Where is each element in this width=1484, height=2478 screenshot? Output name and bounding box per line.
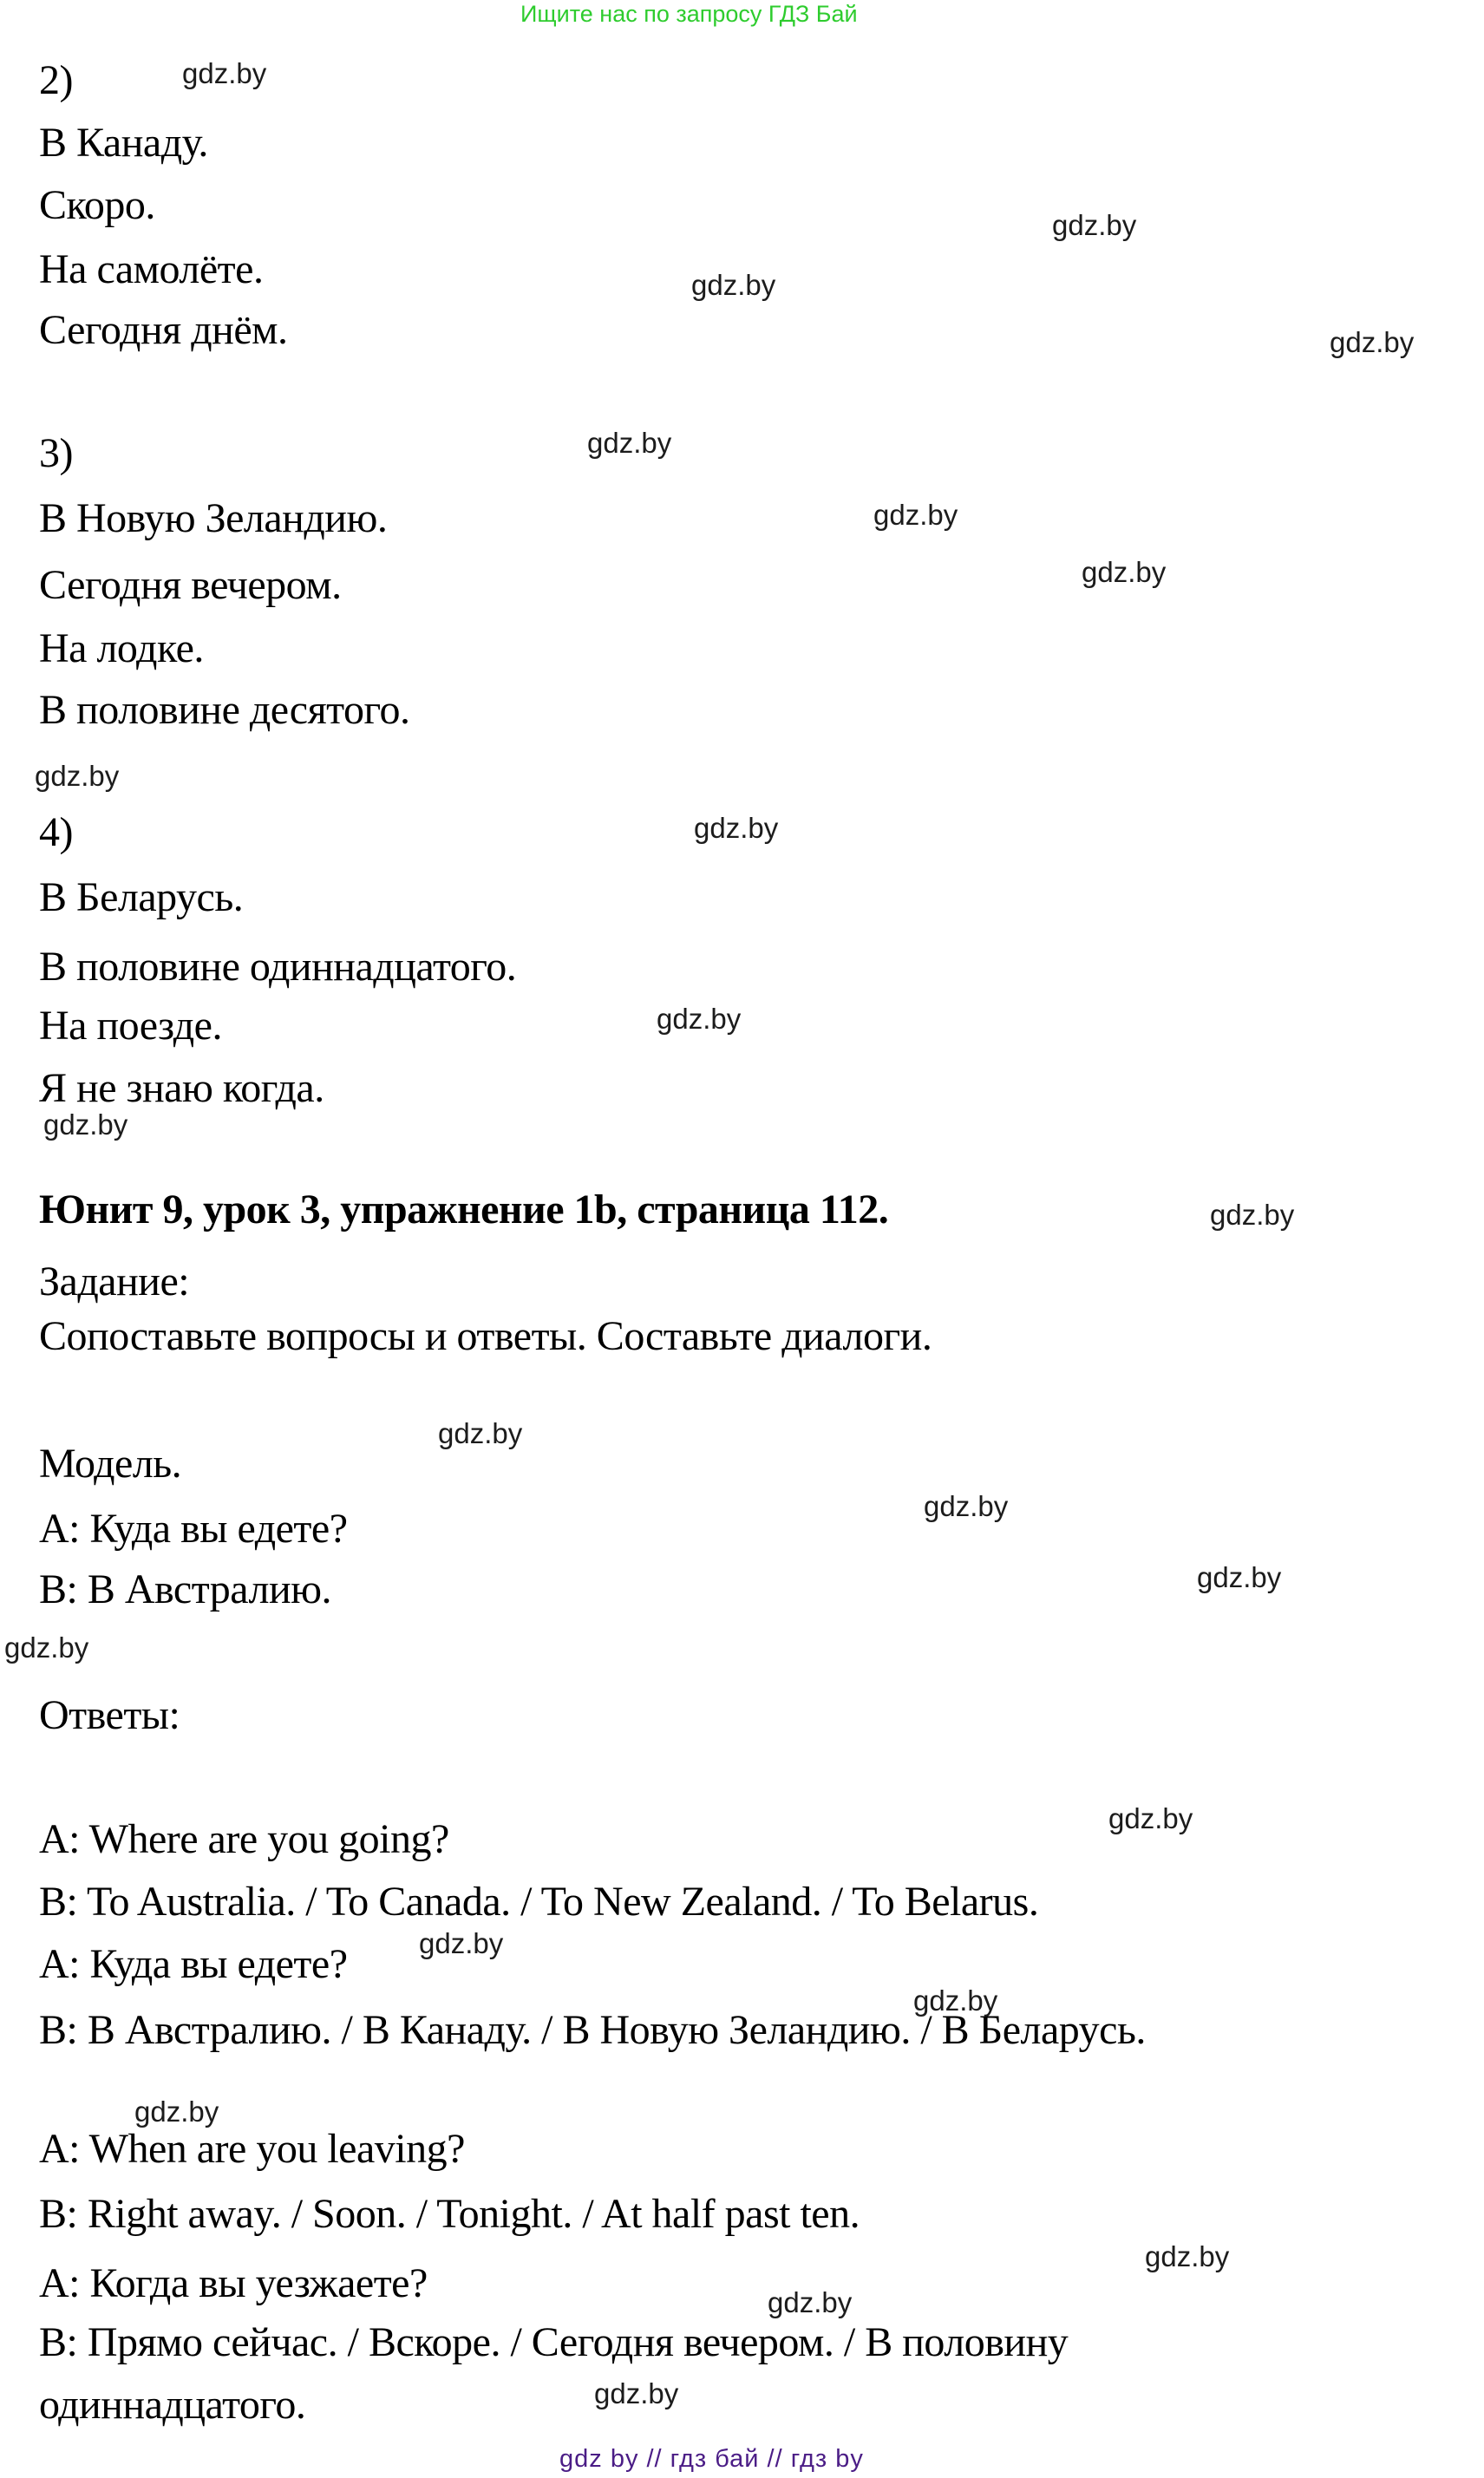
answer-line: Сегодня днём. <box>39 307 288 353</box>
answer-line: На самолёте. <box>39 246 264 292</box>
gdz-watermark: gdz.by <box>594 2377 679 2409</box>
gdz-watermark: gdz.by <box>134 2096 219 2128</box>
answer-line: Скоро. <box>39 182 155 228</box>
dialog-line: В: В Австралию. / В Канаду. / В Новую Зеландию. / В Беларусь. <box>39 2007 1146 2053</box>
task-label: Задание: <box>39 1259 190 1304</box>
gdz-watermark: gdz.by <box>691 269 776 301</box>
answer-line: Сегодня вечером. <box>39 562 342 608</box>
dialog-line: A: Where are you going? <box>39 1816 449 1862</box>
gdz-watermark: gdz.by <box>35 760 120 792</box>
answer-line: На поезде. <box>39 1003 222 1049</box>
gdz-watermark: gdz.by <box>1210 1199 1295 1231</box>
section-number: 2) <box>39 57 73 103</box>
gdz-watermark: gdz.by <box>1197 1561 1282 1593</box>
gdz-watermark: gdz.by <box>657 1003 742 1035</box>
answer-line: В половине одиннадцатого. <box>39 944 517 990</box>
answer-line: В половине десятого. <box>39 687 410 733</box>
dialog-line: B: Right away. / Soon. / Tonight. / At half past ten. <box>39 2191 860 2237</box>
dialog-line: А: Когда вы уезжаете? <box>39 2260 428 2306</box>
gdz-watermark: gdz.by <box>419 1927 504 1959</box>
gdz-watermark: gdz.by <box>1052 209 1137 241</box>
dialog-line: одиннадцатого. <box>39 2382 306 2428</box>
answer-line: В Беларусь. <box>39 874 244 920</box>
answers-label: Ответы: <box>39 1692 180 1738</box>
section-number: 4) <box>39 809 73 855</box>
answer-line: Я не знаю когда. <box>39 1065 324 1111</box>
gdz-watermark: gdz.by <box>1330 326 1415 358</box>
gdz-watermark: gdz.by <box>924 1490 1009 1522</box>
task-text: Сопоставьте вопросы и ответы. Составьте диалоги. <box>39 1313 932 1359</box>
dialog-line: А: Куда вы едете? <box>39 1941 348 1987</box>
gdz-watermark: gdz.by <box>913 1984 998 2017</box>
promo-footer-text: gdz by // гдз бай // гдз by <box>559 2445 864 2473</box>
dialog-line: А: Куда вы едете? <box>39 1506 348 1552</box>
answer-line: В Канаду. <box>39 120 208 166</box>
promo-header-text: Ищите нас по запросу ГДЗ Бай <box>520 1 858 27</box>
model-label: Модель. <box>39 1441 182 1487</box>
exercise-title: Юнит 9, урок 3, упражнение 1b, страница 112. <box>39 1187 889 1232</box>
dialog-line: В: Прямо сейчас. / Вскоре. / Сегодня вечером. / В половину <box>39 2319 1069 2365</box>
gdz-watermark: gdz.by <box>587 427 672 459</box>
gdz-watermark: gdz.by <box>694 812 779 844</box>
dialog-line: A: When are you leaving? <box>39 2126 465 2172</box>
gdz-watermark: gdz.by <box>768 2286 853 2318</box>
gdz-watermark: gdz.by <box>438 1417 523 1449</box>
answer-line: В Новую Зеландию. <box>39 495 388 541</box>
section-number: 3) <box>39 430 73 476</box>
dialog-line: B: To Australia. / To Canada. / To New Zealand. / To Belarus. <box>39 1879 1039 1925</box>
gdz-watermark: gdz.by <box>873 499 958 531</box>
gdz-watermark: gdz.by <box>1082 556 1167 588</box>
dialog-line: В: В Австралию. <box>39 1566 332 1612</box>
gdz-watermark: gdz.by <box>1145 2240 1230 2272</box>
answer-line: На лодке. <box>39 625 204 671</box>
gdz-watermark: gdz.by <box>4 1631 89 1664</box>
gdz-watermark: gdz.by <box>1108 1802 1193 1834</box>
gdz-watermark: gdz.by <box>43 1108 128 1141</box>
gdz-watermark: gdz.by <box>182 57 267 89</box>
